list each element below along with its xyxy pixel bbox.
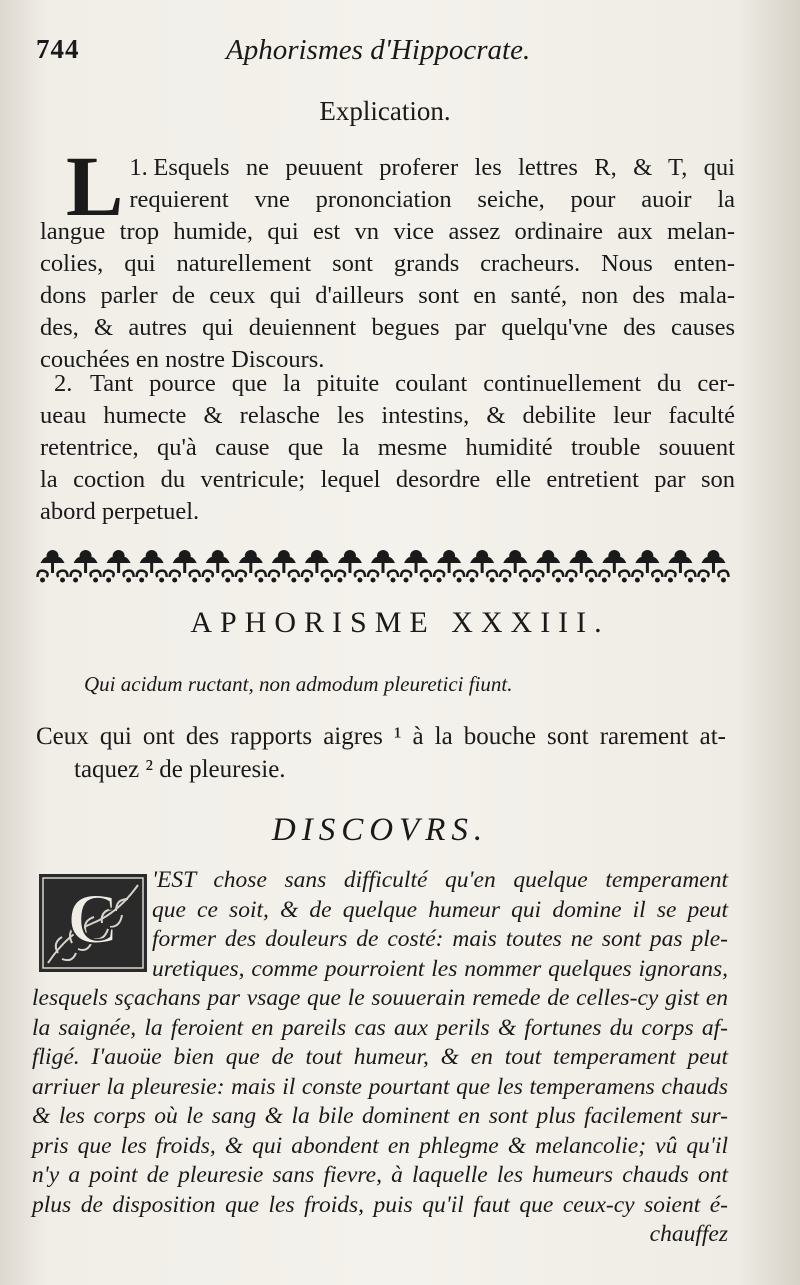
fleuron-unit — [71, 550, 101, 583]
note-text-line: dons parler de ceux qui d'ailleurs sont en santé, non des mala- — [40, 282, 735, 309]
initial-letter: C — [67, 879, 119, 959]
aphorism-title: APHORISME XXXIII. — [190, 606, 610, 639]
fleuron-unit — [698, 550, 728, 583]
note-text-line: Esquels ne peuuent proferer les lettres R, & T, qui — [153, 154, 735, 181]
discours-line: former des douleurs de costé: mais toutes ne sont pas ple- — [152, 926, 728, 952]
fleuron-unit — [302, 550, 332, 583]
discours-body — [32, 866, 728, 1250]
translation-line: taquez ² de pleuresie. — [74, 756, 286, 783]
fleuron-unit — [335, 550, 365, 583]
fleuron-unit — [434, 550, 464, 583]
catchword: chauffez — [649, 1221, 728, 1247]
drop-cap-l: L — [66, 138, 124, 234]
fleuron-unit — [137, 550, 167, 583]
fleuron-unit — [632, 550, 662, 583]
note-text-line: langue trop humide, qui est vn vice assez ordinaire aux melan- — [40, 218, 735, 245]
note-text-line: requierent vne prononciation seiche, pour auoir la — [129, 186, 735, 213]
discours-line: lesquels sçachans par vsage que le souuerain remede de celles-cy gist en — [32, 985, 728, 1011]
aphorism-translation — [36, 720, 726, 786]
running-head — [36, 34, 740, 74]
running-title: Aphorismes d'Hippocrate. — [226, 34, 531, 66]
note-2-number: 2. — [54, 370, 73, 397]
discours-line: n'y a point de pleuresie sans fievre, à laquelle les humeurs chauds ont — [32, 1162, 728, 1188]
note-text-line: des, & autres qui deuiennent begues par quelqu'vne des causes — [40, 314, 735, 341]
fleuron-unit — [500, 550, 530, 583]
fleuron-unit — [665, 550, 695, 583]
fleuron-unit — [368, 550, 398, 583]
discours-line: pris que les froids, & qui abondent en phlegme & melancolie; vû qu'il — [32, 1132, 728, 1159]
note-1-number: 1. — [129, 154, 148, 181]
note-2-line-1 — [40, 368, 735, 400]
discours-title: DISCOVRS. — [271, 812, 489, 848]
note-text-line: retentrice, qu'à cause que la mesme humidité trouble souuent — [40, 434, 735, 461]
discours-line: fligé. I'auoüe bien que de tout humeur, & en tout temperament peut — [32, 1044, 728, 1070]
discours-line: uretiques, comme pourroient les nommer quelques ignorans, — [152, 955, 728, 982]
fleuron-unit — [533, 550, 563, 583]
note-text-line: colies, qui naturellement sont grands cracheurs. Nous enten- — [40, 250, 735, 277]
fleuron-unit — [467, 550, 497, 583]
fleuron-unit — [401, 550, 431, 583]
fleuron-unit — [170, 550, 200, 583]
translation-line: Ceux qui ont des rapports aigres ¹ à la bouche sont rarement at- — [36, 723, 726, 750]
fleuron-unit — [104, 550, 134, 583]
note-1 — [40, 138, 735, 376]
fleuron-unit — [236, 550, 266, 583]
fleuron-unit — [599, 550, 629, 583]
page-number: 744 — [36, 34, 80, 64]
discours-line: que ce soit, & de quelque humeur qui domine il se peut — [152, 896, 728, 923]
note-text-line: la coction du ventricule; lequel desordre elle entretient par son — [40, 466, 735, 493]
discours-line: & les corps où le sang & la bile dominent en sont plus facilement sur- — [32, 1103, 728, 1129]
note-text-line: Tant pource que la pituite coulant continuellement du cer- — [90, 370, 735, 397]
note-text-line: abord perpetuel. — [40, 498, 200, 525]
fleuron-ornament-band — [36, 547, 730, 585]
fleuron-unit — [38, 550, 68, 583]
discours-line: 'EST chose sans difficulté qu'en quelque temperament — [152, 867, 728, 893]
note-2 — [40, 368, 735, 528]
discours-line: la saignée, la feroient en pareils cas aux perils & fortunes du corps af- — [32, 1014, 728, 1041]
aphorism-latin-text: Qui acidum ructant, non admodum pleuretici fiunt. — [84, 672, 513, 696]
fleuron-unit — [269, 550, 299, 583]
fleuron-unit — [203, 550, 233, 583]
explication-heading: Explication. — [319, 96, 451, 126]
note-text-line: ueau humecte & relasche les intestins, & debilite leur faculté — [40, 402, 735, 429]
fleuron-unit — [566, 550, 596, 583]
discours-line: arriuer la pleuresie: mais il conste pourtant que les temperamens chauds — [32, 1073, 728, 1100]
discours-line: plus de disposition que les froids, puis qu'il faut que ceux-cy soient é- — [32, 1191, 728, 1218]
note-text-line: couchées en nostre Discours. — [40, 346, 325, 373]
